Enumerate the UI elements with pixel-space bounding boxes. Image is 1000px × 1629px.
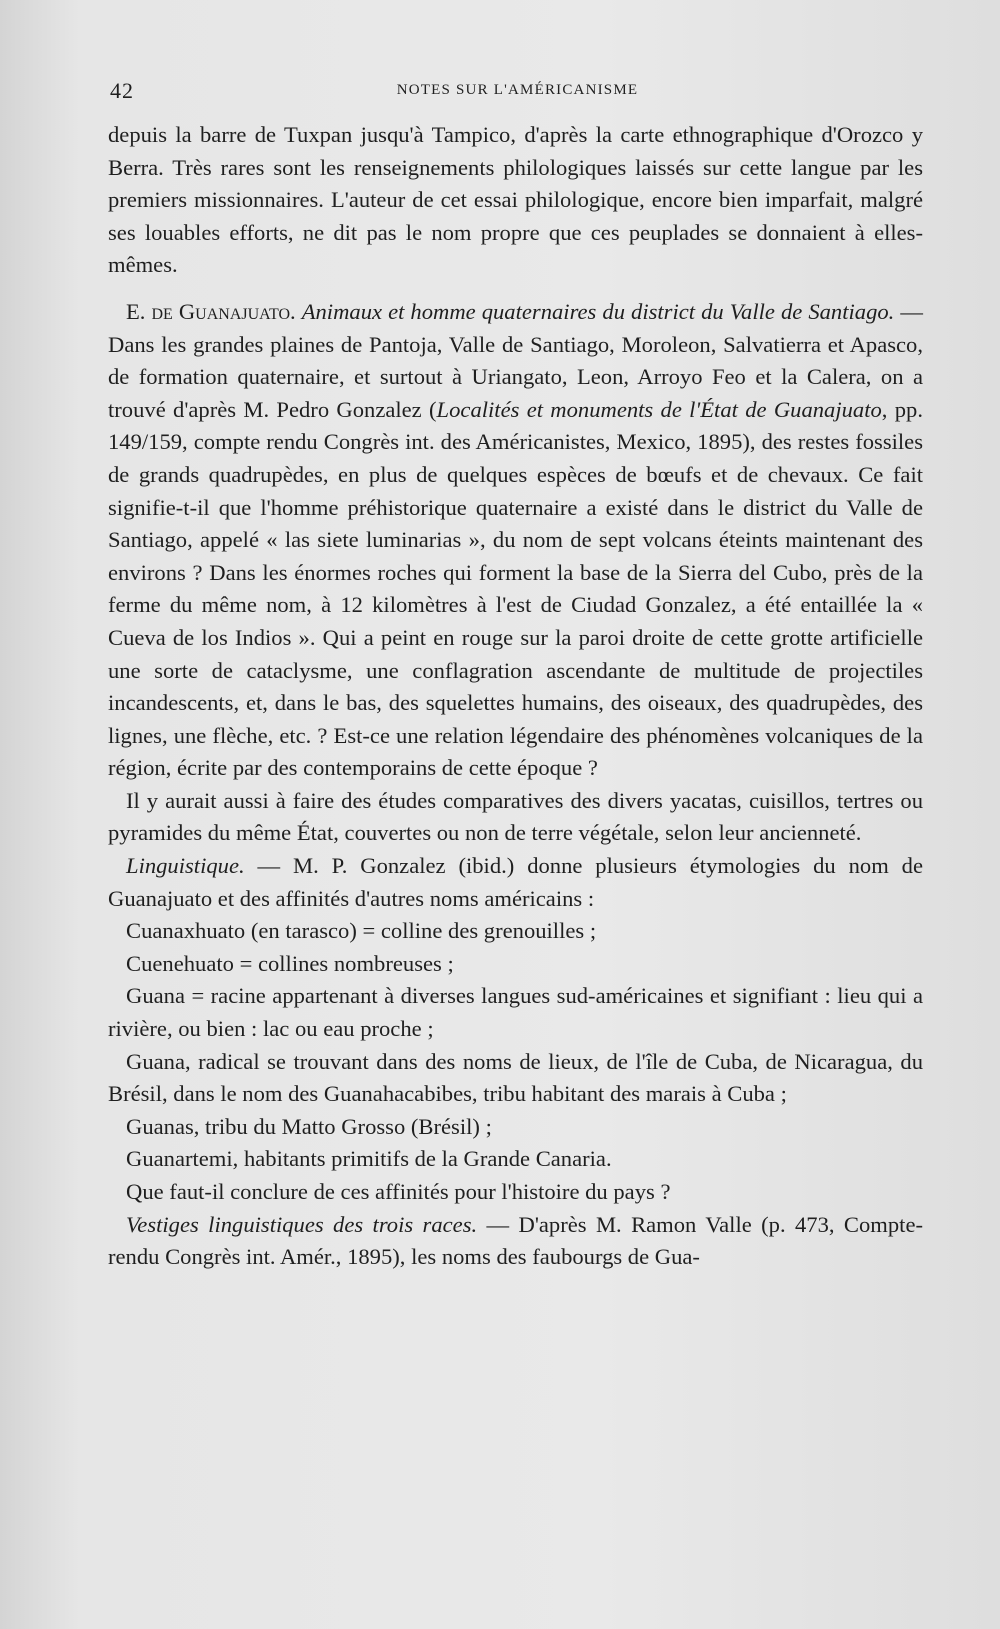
paragraph-text: depuis la barre de Tuxpan jusqu'à Tampico, d'après la carte ethnographique d'Orozco y Berra. Très rares sont les renseignements philologiques laissés sur cette langue par les premiers missionnaires. L'auteur de cet essai philologique, encore bien imparfait, malgré ses louables efforts, ne dit pas le nom propre que ces peuplades se donnaient à elles-mêmes. [108, 122, 923, 278]
paragraph-vestiges [108, 1209, 923, 1274]
paragraph-text: — M. P. Gonzalez (ibid.) donne plusieurs étymologies du nom de Guanajuato et des affinités d'autres noms américains : [108, 853, 923, 911]
section-lead: Vestiges linguistiques des trois races. [126, 1211, 478, 1237]
list-item [108, 1111, 923, 1144]
list-item [108, 980, 923, 1045]
list-item-text: Guanartemi, habitants primitifs de la Grande Canaria. [126, 1146, 612, 1172]
reference-title: Localités et monuments de l'État de Guanajuato [436, 396, 882, 422]
list-item-text: Guanas, tribu du Matto Grosso (Brésil) ; [126, 1113, 492, 1139]
body-text [108, 119, 923, 1274]
section-lead: Linguistique. [126, 853, 245, 879]
paragraph-guanajuato [108, 296, 923, 785]
list-item [108, 1143, 923, 1176]
paragraph [108, 785, 923, 850]
paragraph-text: — D'après M. Ramon Valle (p. 473, Compte-rendu Congrès int. Amér., 1895), les noms des faubourgs de Gua- [108, 1211, 923, 1270]
paragraph-linguistique [108, 850, 923, 915]
list-item [108, 1046, 923, 1111]
page-header [110, 78, 925, 108]
list-item [108, 948, 923, 981]
paragraph-text: Il y aurait aussi à faire des études comparatives des divers yacatas, cuisillos, tertres ou pyramides du même État, couvertes ou non de terre végétale, selon leur ancienneté. [108, 787, 923, 846]
running-title: NOTES SUR L'AMÉRICANISME [396, 82, 639, 98]
list-item-text: Guana = racine appartenant à diverses langues sud-américaines et signifiant : lieu qui a rivière, ou bien : lac ou eau proche ; [108, 983, 923, 1042]
page-number: 42 [110, 78, 134, 103]
paragraph-text: Que faut-il conclure de ces affinités pour l'histoire du pays ? [126, 1179, 671, 1204]
section-title: Animaux et homme quaternaires du district du Valle de Santiago. [301, 298, 895, 324]
list-item-text: Cuenehuato = collines nombreuses ; [126, 950, 454, 976]
section-lead: E. de Guanajuato. [126, 298, 296, 324]
list-item-text: Cuanaxhuato (en tarasco) = colline des grenouilles ; [126, 918, 597, 944]
paragraph-text: — Dans les grandes plaines de Pantoja, Valle de Santiago, Moroleon, Salvatierra et Apasco, de formation quaternaire, et surtout à Uriangato, Leon, Arroyo Feo et la Calera, on a trouvé d'après M. Pedro Gonzalez ( [108, 298, 923, 422]
list-item [108, 915, 923, 948]
list-item-text: Guana, radical se trouvant dans des noms de lieux, de l'île de Cuba, de Nicaragua, du Brésil, dans le nom des Guanahacabibes, tribu habitant des marais à Cuba ; [108, 1048, 923, 1107]
paragraph [108, 1176, 923, 1209]
paragraph-text: , pp. 149/159, compte rendu Congrès int. des Américanistes, Mexico, 1895), des restes fossiles de grands quadrupèdes, en plus de quelques espèces de bœufs et de chevaux. Ce fait signifie-t-il que l'homme préhistorique quaternaire a existé dans le district du Valle de Santiago, appelé « las siete luminarias », du nom de sept volcans éteints maintenant des environs ? Dans les énormes roches qui forment la base de la Sierra del Cubo, près de la ferme du même nom, à 12 kilomètres à l'est de Ciudad Gonzalez, a été entaillée la « Cueva de los Indios ». Qui a peint en rouge sur la paroi droite de cette grotte artificielle une sorte de cataclysme, une conflagration ascendante de multitude de projectiles incandescents, et, dans le bas, des squelettes humains, des oiseaux, des quadrupèdes, des lignes, une flèche, etc. ? Est-ce une relation légendaire des phénomènes volcaniques de la région, écrite par des contemporains de cette époque ? [108, 396, 923, 781]
paragraph [108, 119, 923, 282]
